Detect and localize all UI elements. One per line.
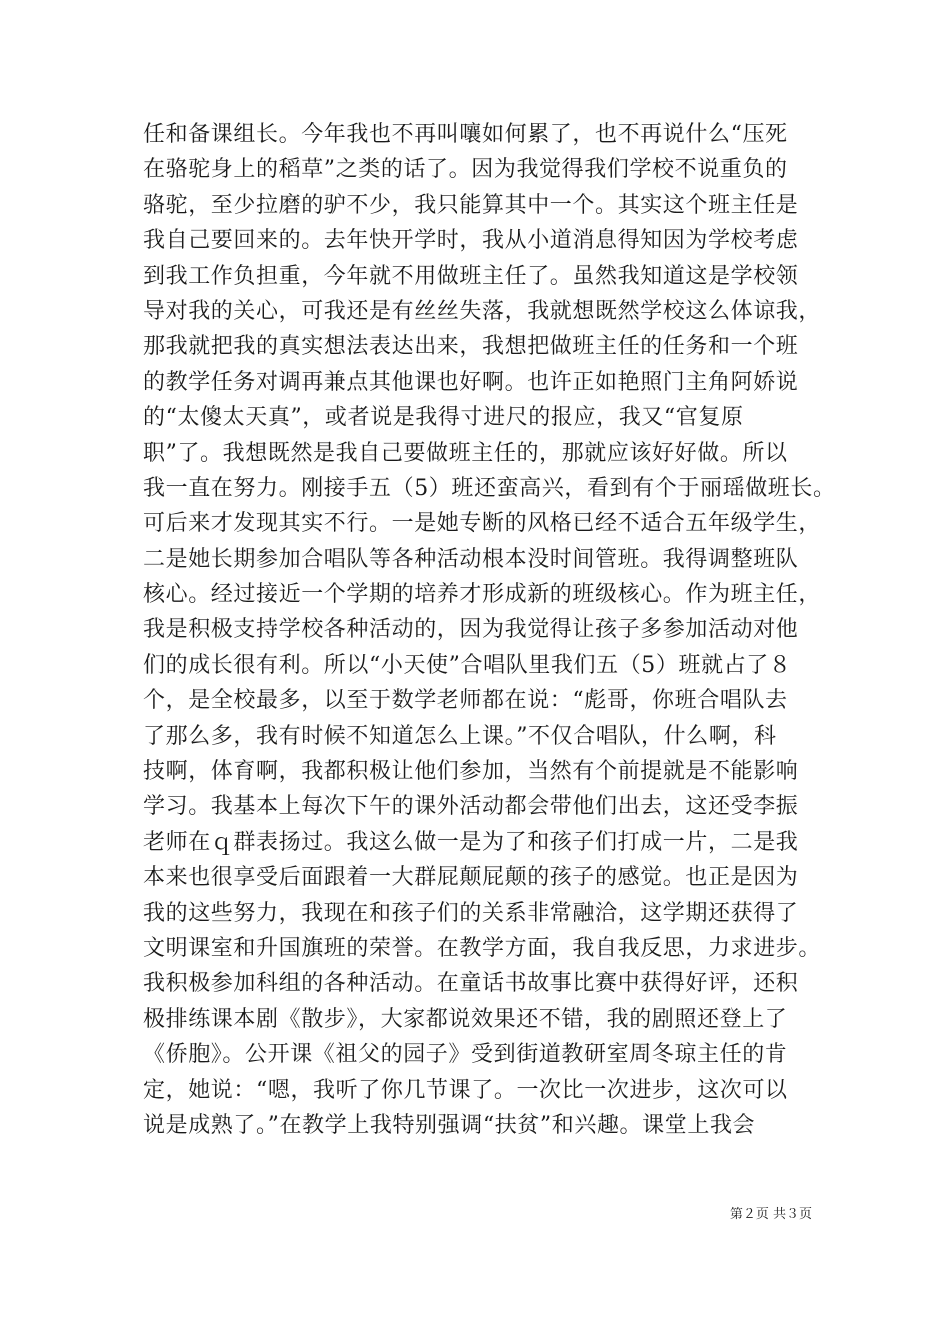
text-line: 可后来才发现其实不行。一是她专断的风格已经不适合五年级学生，	[143, 511, 822, 537]
text-line: 任和备课组长。今年我也不再叫嚷如何累了，也不再说什么“压死	[143, 122, 788, 147]
text-line: 我积极参加科组的各种活动。在童话书故事比赛中获得好评，还积	[143, 971, 799, 997]
text-line: 职”了。我想既然是我自己要做班主任的，那就应该好好做。所以	[143, 440, 788, 466]
text-line: 们的成长很有利。所以“小天使”合唱队里我们五（5）班就占了８	[143, 652, 792, 678]
text-line: 个，是全校最多，以至于数学老师都在说：“彪哥，你班合唱队去	[143, 688, 788, 714]
text-line: 核心。经过接近一个学期的培养才形成新的班级核心。作为班主任，	[143, 582, 822, 608]
text-line: 我是积极支持学校各种活动的，因为我觉得让孩子多参加活动对他	[143, 617, 799, 643]
text-line: 我的这些努力，我现在和孩子们的关系非常融洽，这学期还获得了	[143, 900, 799, 926]
text-line: 老师在ｑ群表扬过。我这么做一是为了和孩子们打成一片，二是我	[143, 829, 799, 855]
text-line: 定，她说：“嗯，我听了你几节课了。一次比一次进步，这次可以	[143, 1077, 788, 1103]
text-line: 我一直在努力。刚接手五（5）班还蛮高兴，看到有个于丽瑶做班长。	[143, 475, 836, 501]
text-line: 《侨胞》。公开课《祖父的园子》受到街道教研室周冬琼主任的肯	[143, 1042, 788, 1068]
text-line: 说是成熟了。”在教学上我特别强调“扶贫”和兴趣。课堂上我会	[143, 1112, 756, 1138]
text-line: 我自己要回来的。去年快开学时，我从小道消息得知因为学校考虑	[143, 228, 799, 254]
body-text	[143, 117, 836, 1143]
text-line: 学习。我基本上每次下午的课外活动都会带他们出去，这还受李振	[143, 794, 799, 820]
text-line: 的教学任务对调再兼点其他课也好啊。也许正如艳照门主角阿娇说	[143, 369, 799, 395]
text-line: 二是她长期参加合唱队等各种活动根本没时间管班。我得调整班队	[143, 546, 799, 572]
text-line: 本来也很享受后面跟着一大群屁颠屁颠的孩子的感觉。也正是因为	[143, 865, 799, 891]
text-line: 技啊，体育啊，我都积极让他们参加，当然有个前提就是不能影响	[143, 759, 799, 785]
page-number-footer: 第２页 共３页	[729, 1207, 812, 1222]
text-line: 了那么多，我有时候不知道怎么上课。”不仅合唱队，什么啊，科	[143, 723, 777, 749]
text-line: 文明课室和升国旗班的荣誉。在教学方面，我自我反思，力求进步。	[143, 935, 822, 961]
text-line: 那我就把我的真实想法表达出来，我想把做班主任的任务和一个班	[143, 334, 799, 360]
text-line: 极排练课本剧《散步》，大家都说效果还不错，我的剧照还登上了	[143, 1006, 788, 1032]
text-line: 导对我的关心，可我还是有丝丝失落，我就想既然学校这么体谅我，	[143, 298, 822, 324]
text-line: 到我工作负担重，今年就不用做班主任了。虽然我知道这是学校领	[143, 263, 799, 289]
text-line: 在骆驼身上的稻草”之类的话了。因为我觉得我们学校不说重负的	[143, 157, 788, 183]
text-line: 的“太傻太天真”，或者说是我得寸进尺的报应，我又“官复原	[143, 405, 744, 431]
text-line: 骆驼，至少拉磨的驴不少，我只能算其中一个。其实这个班主任是	[143, 192, 799, 218]
